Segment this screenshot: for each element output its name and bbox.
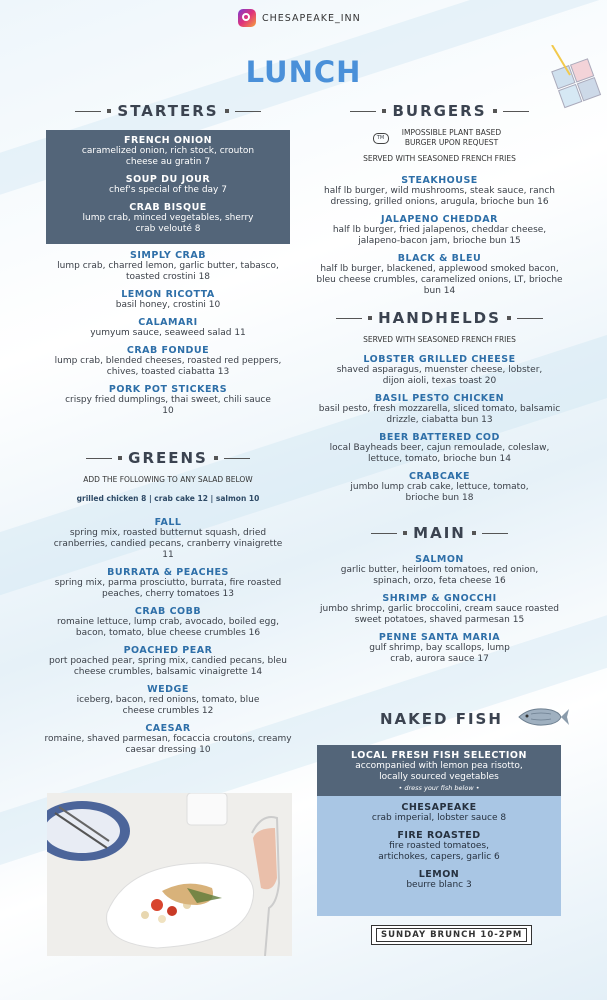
menu-item (42, 289, 294, 311)
item-name: LOBSTER GRILLED CHEESE (363, 354, 516, 365)
menu-item (323, 869, 555, 891)
menu-item (42, 684, 294, 717)
menu-item (42, 517, 294, 561)
item-desc: half lb burger, fried jalapenos, cheddar cheese, jalapeno-bacon jam, brioche bun 15 (332, 225, 547, 246)
item-desc: half lb burger, blackened, applewood smoked bacon, bleu cheese crumbles, caramelized onions, LT, brioche bun 14 (316, 264, 563, 296)
greens-addons: grilled chicken 8 | crab cake 12 | salmon 10 (76, 494, 260, 503)
menu-item (323, 830, 555, 863)
burgers-title: BURGERS (392, 102, 487, 120)
item-name: POACHED PEAR (123, 645, 213, 656)
item-name: SHRIMP & GNOCCHI (382, 593, 497, 604)
item-desc: iceberg, bacon, red onions, tomato, blue cheese crumbles 12 (76, 695, 260, 716)
main-heading (312, 522, 567, 544)
item-name: CALAMARI (138, 317, 198, 328)
menu-item (42, 317, 294, 339)
naked-fish-heading (380, 704, 569, 734)
item-desc: basil pesto, fresh mozzarella, sliced tomato, balsamic drizzle, ciabatta bun 13 (318, 404, 561, 425)
item-desc: crispy fried dumplings, thai sweet, chili sauce 10 (65, 395, 271, 416)
menu-item (52, 174, 284, 196)
item-name: BEER BATTERED COD (379, 432, 500, 443)
item-name: CHESAPEAKE (401, 802, 477, 813)
sunday-brunch-badge (371, 925, 532, 945)
item-desc: crab imperial, lobster sauce 8 (371, 813, 507, 823)
item-name: SOUP DU JOUR (125, 174, 211, 185)
item-desc: jumbo shrimp, garlic broccolini, cream sauce roasted sweet potatoes, shaved parmesan 15 (319, 604, 559, 625)
main-title: MAIN (413, 524, 466, 542)
item-name: BURRATA & PEACHES (107, 567, 229, 578)
fresh-fish-title: LOCAL FRESH FISH SELECTION (351, 750, 527, 761)
menu-item (312, 214, 567, 247)
menu-item (312, 554, 567, 587)
item-name: PORK POT STICKERS (108, 384, 228, 395)
item-desc: romaine, shaved parmesan, focaccia croutons, creamy caesar dressing 10 (44, 734, 292, 755)
menu-item (42, 567, 294, 600)
item-name: SIMPLY CRAB (130, 250, 206, 261)
item-desc: half lb burger, wild mushrooms, steak sauce, ranch dressing, grilled onions, arugula, brioche bun 16 (324, 186, 555, 207)
item-name: CRAB BISQUE (129, 202, 207, 213)
item-name: STEAKHOUSE (401, 175, 478, 186)
item-desc: garlic butter, heirloom tomatoes, red onion, spinach, orzo, feta cheese 16 (340, 565, 539, 586)
item-desc: yumyum sauce, seaweed salad 11 (90, 328, 246, 338)
greens-title: GREENS (128, 449, 208, 467)
menu-item (312, 354, 567, 387)
menu-item (52, 135, 284, 168)
item-desc: gulf shrimp, bay scallops, lump crab, aurora sauce 17 (369, 643, 510, 664)
starters-featured-box (46, 130, 290, 244)
menu-item (312, 175, 567, 208)
item-name: BLACK & BLEU (397, 253, 482, 264)
item-desc: beurre blanc 3 (406, 880, 472, 890)
menu-item (312, 632, 567, 665)
item-name: FRENCH ONION (123, 135, 213, 146)
item-name: CRABCAKE (408, 471, 471, 482)
menu-item (42, 250, 294, 283)
naked-fish-title: NAKED FISH (380, 710, 503, 728)
fresh-fish-desc: accompanied with lemon pea risotto, locally sourced vegetables (355, 761, 523, 782)
fresh-fish-note: • dress your fish below • (398, 784, 480, 792)
greens-note: ADD THE FOLLOWING TO ANY SALAD BELOW (83, 475, 253, 484)
menu-item (42, 345, 294, 378)
sunday-brunch-label: SUNDAY BRUNCH 10-2PM (376, 928, 527, 942)
burgers-heading (312, 100, 567, 122)
item-desc: lump crab, minced vegetables, sherry crab velouté 8 (82, 213, 254, 234)
item-name: FALL (154, 517, 182, 528)
item-desc: lump crab, blended cheeses, roasted red peppers, chives, toasted ciabatta 13 (54, 356, 282, 377)
item-desc: spring mix, roasted butternut squash, dried cranberries, candied pecans, cranberry vinaigrette 11 (53, 528, 283, 560)
burgers-fries-note: SERVED WITH SEASONED FRENCH FRIES (363, 154, 516, 163)
item-desc: jumbo lump crab cake, lettuce, tomato, brioche bun 18 (350, 482, 529, 503)
item-name: CAESAR (145, 723, 191, 734)
left-column (42, 100, 294, 762)
item-desc: lump crab, charred lemon, garlic butter, tabasco, toasted crostini 18 (57, 261, 279, 282)
item-name: CRAB FONDUE (126, 345, 210, 356)
fresh-fish-header (317, 745, 561, 796)
menu-item (52, 202, 284, 235)
item-name: BASIL PESTO CHICKEN (374, 393, 505, 404)
trademark-badge: TM (373, 133, 389, 144)
item-name: PENNE SANTA MARIA (378, 632, 501, 643)
item-name: WEDGE (147, 684, 189, 695)
instagram-icon (238, 9, 256, 27)
handhelds-fries-note: SERVED WITH SEASONED FRENCH FRIES (363, 335, 516, 344)
item-name: JALAPENO CHEDDAR (381, 214, 498, 225)
plant-based-note: IMPOSSIBLE PLANT BASED BURGER UPON REQUEST (401, 128, 502, 147)
fish-dressings-panel (317, 796, 561, 916)
item-desc: fire roasted tomatoes, artichokes, capers, garlic 6 (378, 841, 500, 862)
menu-item (312, 432, 567, 465)
item-name: SALMON (415, 554, 464, 565)
menu-item (42, 606, 294, 639)
food-photo (47, 793, 292, 956)
starters-title: STARTERS (117, 102, 219, 120)
item-desc: spring mix, parma prosciutto, burrata, fire roasted peaches, cherry tomatoes 13 (54, 578, 282, 599)
fish-icon (517, 704, 569, 734)
naked-fish-box (317, 745, 561, 912)
menu-item (312, 393, 567, 426)
menu-item (312, 593, 567, 626)
greens-heading (42, 447, 294, 469)
right-column (312, 100, 567, 671)
page-title: LUNCH (245, 55, 362, 89)
item-desc: shaved asparagus, muenster cheese, lobster, dijon aioli, texas toast 20 (336, 365, 543, 386)
handhelds-heading (312, 307, 567, 329)
item-desc: caramelized onion, rich stock, crouton cheese au gratin 7 (81, 146, 255, 167)
item-desc: basil honey, crostini 10 (115, 300, 221, 310)
menu-item (42, 645, 294, 678)
menu-item (312, 471, 567, 504)
item-name: LEMON RICOTTA (121, 289, 215, 300)
starters-heading (42, 100, 294, 122)
item-name: LEMON (418, 869, 460, 880)
menu-item (323, 802, 555, 824)
item-desc: port poached pear, spring mix, candied pecans, bleu cheese crumbles, balsamic vinaigrette 14 (49, 656, 287, 677)
instagram-handle[interactable] (238, 9, 361, 27)
item-desc: local Bayheads beer, cajun remoulade, coleslaw, lettuce, tomato, brioche bun 14 (329, 443, 550, 464)
menu-item (312, 253, 567, 297)
item-desc: chef's special of the day 7 (109, 185, 227, 195)
instagram-label: CHESAPEAKE_INN (262, 12, 361, 24)
item-name: FIRE ROASTED (397, 830, 481, 841)
menu-item (42, 384, 294, 417)
menu-item (42, 723, 294, 756)
handhelds-title: HANDHELDS (378, 309, 501, 327)
item-desc: romaine lettuce, lump crab, avocado, boiled egg, bacon, tomato, blue cheese crumbles 16 (57, 617, 279, 638)
item-name: CRAB COBB (134, 606, 202, 617)
